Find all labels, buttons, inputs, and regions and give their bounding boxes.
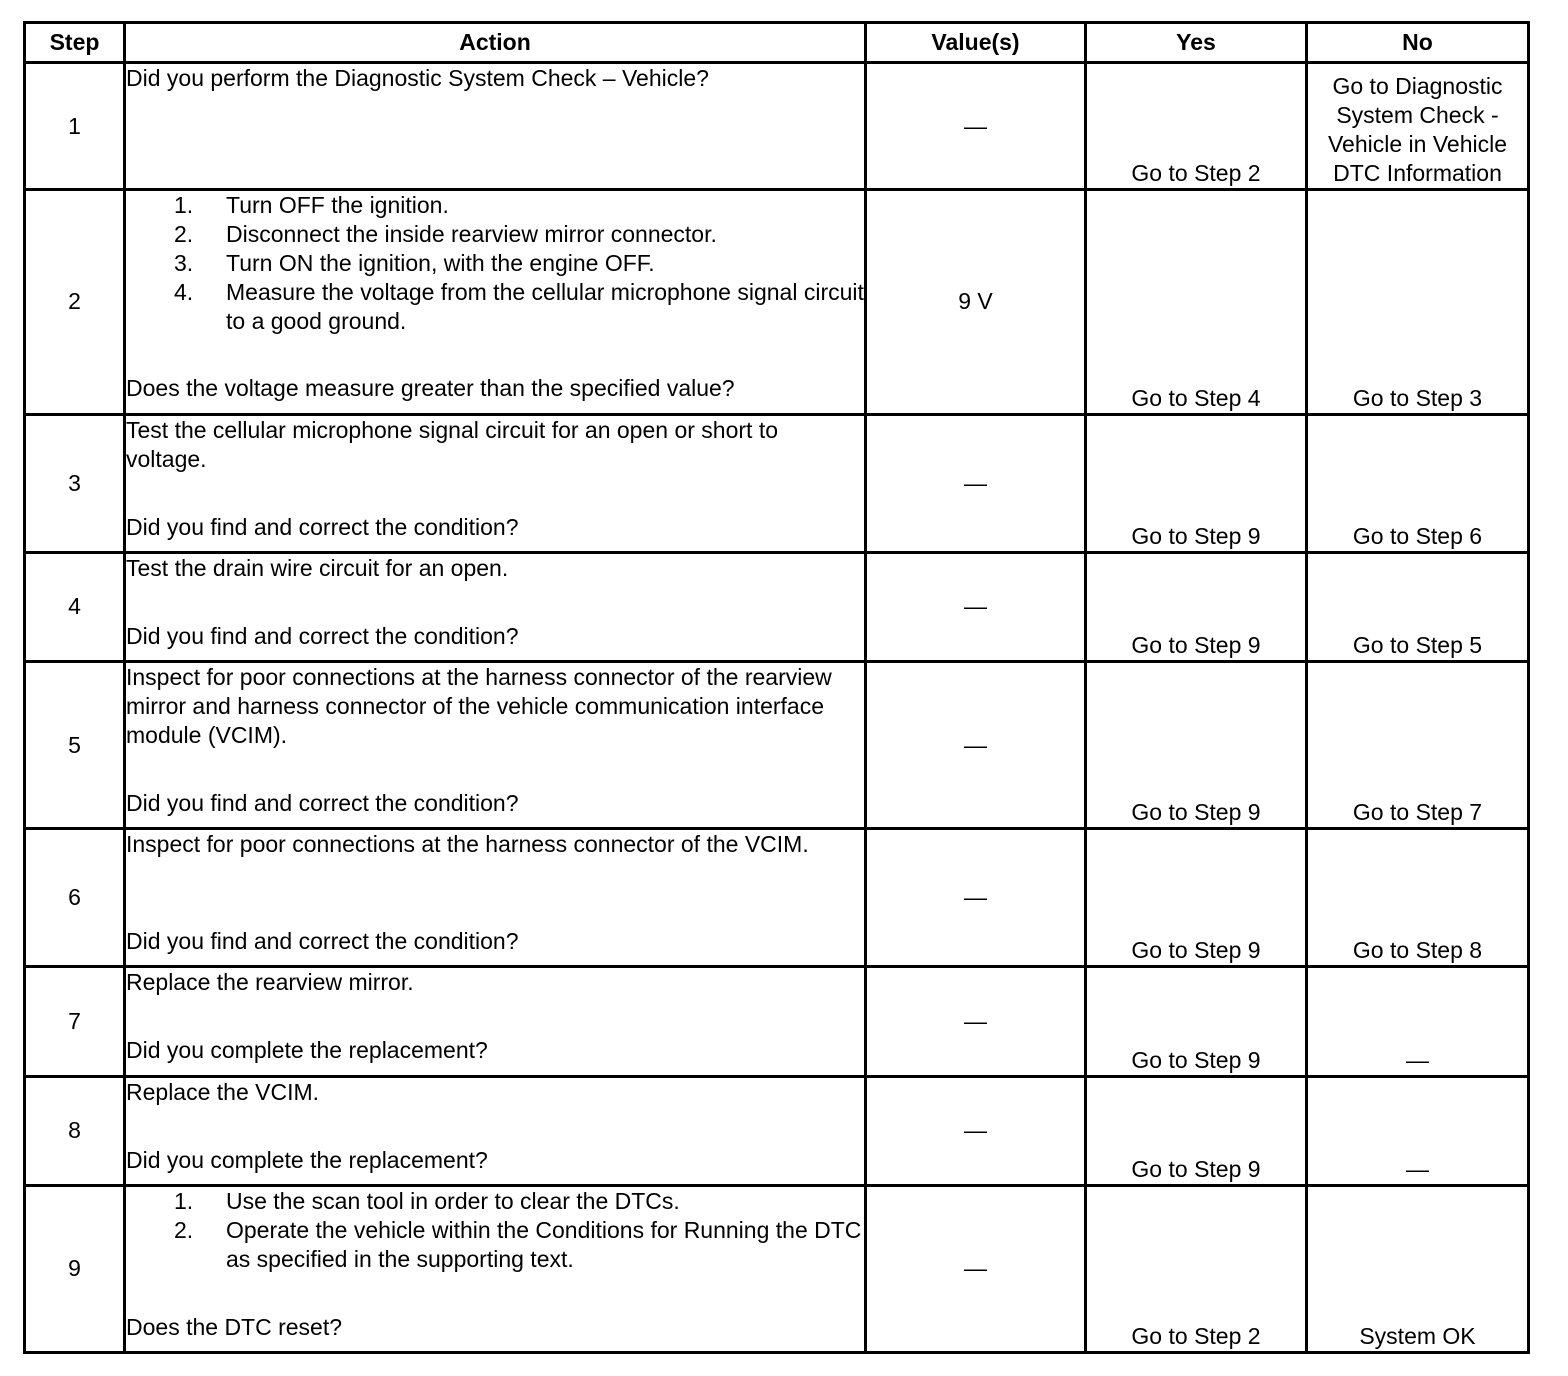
action-cell [125, 414, 866, 552]
table-row [25, 552, 1529, 661]
value-cell: — [866, 829, 1086, 967]
header-no: No [1307, 23, 1529, 63]
yes-cell: Go to Step 2 [1086, 1185, 1307, 1352]
action-text: Inspect for poor connections at the harness connector of the rearview mirror and harness connector of the vehicle communication interface module (VCIM). [126, 663, 832, 748]
no-cell: Go to Diagnostic System Check - Vehicle in Vehicle DTC Information [1307, 63, 1529, 190]
table-row [25, 63, 1529, 190]
yes-cell: Go to Step 9 [1086, 967, 1307, 1076]
header-yes: Yes [1086, 23, 1307, 63]
action-text: Did you perform the Diagnostic System Check – Vehicle? [126, 65, 709, 91]
question-text: Did you find and correct the condition? [126, 928, 519, 955]
value-cell: — [866, 967, 1086, 1076]
question-text: Did you find and correct the condition? [126, 789, 519, 816]
value-cell: — [866, 1076, 1086, 1185]
no-cell: Go to Step 7 [1307, 661, 1529, 828]
yes-cell: Go to Step 9 [1086, 661, 1307, 828]
diagnostic-table [23, 21, 1530, 1354]
no-cell: Go to Step 3 [1307, 190, 1529, 414]
value-cell: 9 V [866, 190, 1086, 414]
step-number: 1 [25, 63, 125, 190]
value-cell: — [866, 1185, 1086, 1352]
header-values: Value(s) [866, 23, 1086, 63]
action-cell [125, 661, 866, 828]
value-cell: — [866, 552, 1086, 661]
instruction-list [126, 1187, 864, 1274]
action-cell [125, 1076, 866, 1185]
step-number: 9 [25, 1185, 125, 1352]
no-cell: System OK [1307, 1185, 1529, 1352]
step-number: 5 [25, 661, 125, 828]
no-cell: Go to Step 6 [1307, 414, 1529, 552]
question-text: Did you complete the replacement? [126, 1146, 488, 1173]
list-item: 1. Turn OFF the ignition. [174, 192, 449, 219]
step-number: 2 [25, 190, 125, 414]
list-item: 2. Operate the vehicle within the Conditions for Running the DTC as specified in the supporting text. [174, 1216, 862, 1272]
action-text: Inspect for poor connections at the harness connector of the VCIM. [126, 831, 809, 858]
list-item: 1. Use the scan tool in order to clear the DTCs. [174, 1187, 680, 1214]
header-step: Step [25, 23, 125, 63]
value-cell: — [866, 63, 1086, 190]
action-cell [125, 190, 866, 414]
no-cell: — [1307, 967, 1529, 1076]
table-row [25, 1185, 1529, 1352]
question-text: Did you find and correct the condition? [126, 622, 519, 649]
value-cell: — [866, 661, 1086, 828]
yes-cell: Go to Step 4 [1086, 190, 1307, 414]
yes-cell: Go to Step 9 [1086, 552, 1307, 661]
action-cell [125, 63, 866, 190]
action-text: Test the drain wire circuit for an open. [126, 554, 509, 581]
action-text: Replace the VCIM. [126, 1078, 320, 1105]
action-cell [125, 552, 866, 661]
table-row [25, 661, 1529, 828]
yes-cell: Go to Step 2 [1086, 63, 1307, 190]
value-cell: — [866, 414, 1086, 552]
list-item: 3. Turn ON the ignition, with the engine OFF. [174, 250, 655, 277]
question-text: Does the voltage measure greater than the specified value? [126, 375, 735, 402]
question-text: Did you find and correct the condition? [126, 513, 519, 540]
step-number: 7 [25, 967, 125, 1076]
yes-cell: Go to Step 9 [1086, 414, 1307, 552]
question-text: Did you complete the replacement? [126, 1037, 488, 1064]
list-item: 4. Measure the voltage from the cellular microphone signal circuit to a good ground. [174, 279, 864, 335]
action-cell [125, 1185, 866, 1352]
table-row [25, 829, 1529, 967]
question-text: Does the DTC reset? [126, 1313, 343, 1340]
yes-cell: Go to Step 9 [1086, 829, 1307, 967]
table-row [25, 1076, 1529, 1185]
no-cell: — [1307, 1076, 1529, 1185]
action-cell [125, 967, 866, 1076]
instruction-list [126, 191, 864, 336]
action-cell [125, 829, 866, 967]
step-number: 3 [25, 414, 125, 552]
step-number: 4 [25, 552, 125, 661]
action-text: Test the cellular microphone signal circuit for an open or short to voltage. [126, 416, 778, 472]
no-cell: Go to Step 5 [1307, 552, 1529, 661]
header-action: Action [125, 23, 866, 63]
table-row [25, 967, 1529, 1076]
action-text: Replace the rearview mirror. [126, 969, 414, 996]
table-row [25, 414, 1529, 552]
table-row [25, 190, 1529, 414]
step-number: 8 [25, 1076, 125, 1185]
header-row [25, 23, 1529, 63]
no-cell: Go to Step 8 [1307, 829, 1529, 967]
yes-cell: Go to Step 9 [1086, 1076, 1307, 1185]
list-item: 2. Disconnect the inside rearview mirror connector. [174, 221, 717, 248]
step-number: 6 [25, 829, 125, 967]
